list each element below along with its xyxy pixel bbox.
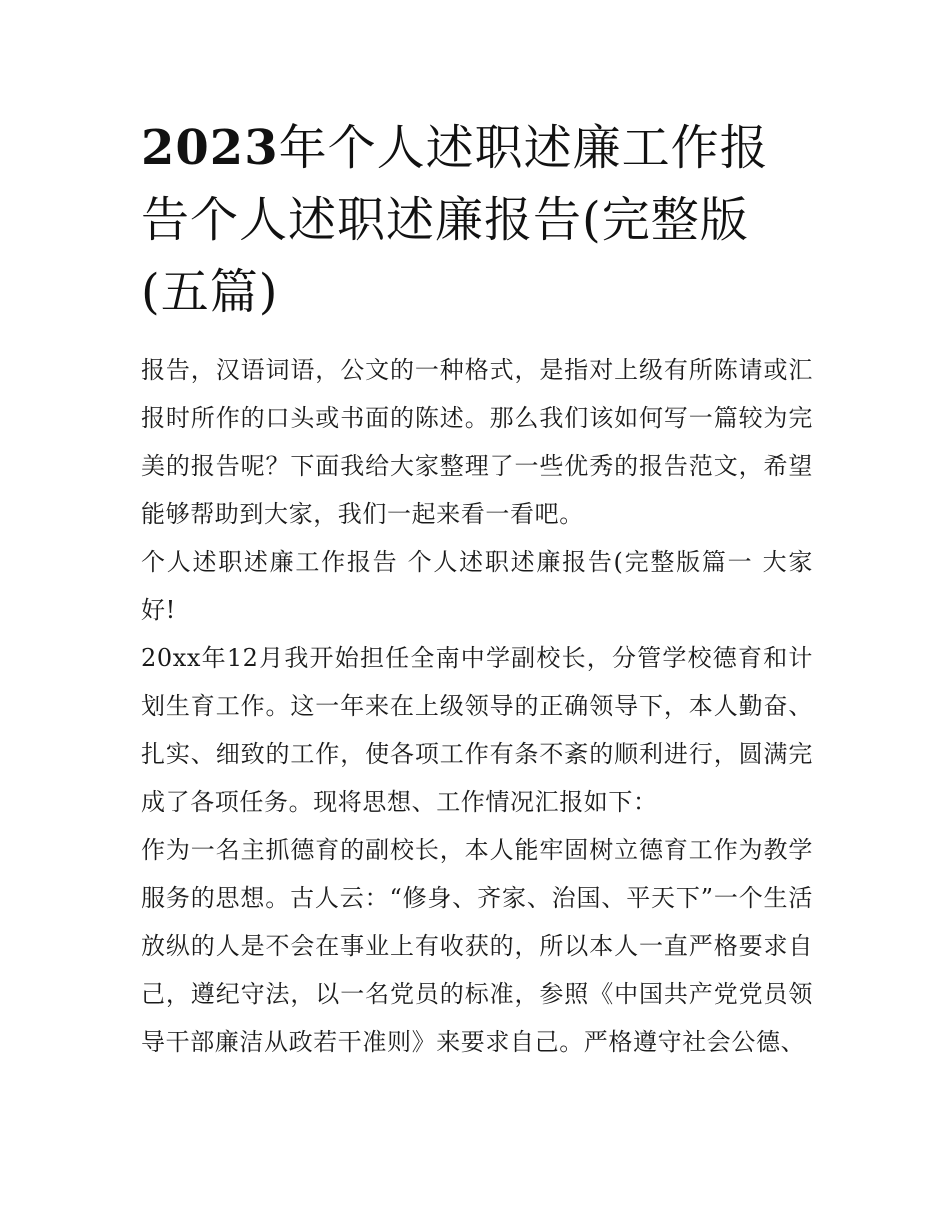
document-content xyxy=(141,112,813,1066)
paragraph-appointment: 20xx年12月我开始担任全南中学副校长，分管学校德育和计划生育工作。这一年来在上级领导的正确领导下，本人勤奋、扎实、细致的工作，使各项工作有条不紊的顺利进行，圆满完成了各项任务。现将思想、工作情况汇报如下： xyxy=(141,644,813,816)
title-text: 年个人述职述廉工作报告个人述职述廉报告(完整版(五篇) xyxy=(141,120,769,320)
paragraph-intro: 报告，汉语词语，公文的一种格式，是指对上级有所陈请或汇报时所作的口头或书面的陈述。那么我们该如何写一篇较为完美的报告呢？下面我给大家整理了一些优秀的报告范文，希望能够帮助到大家，我们一起来看一看吧。 xyxy=(141,356,813,528)
document-title xyxy=(141,112,813,328)
paragraph-section-heading: 个人述职述廉工作报告 个人述职述廉报告(完整版篇一 大家好! xyxy=(141,548,813,624)
document-body xyxy=(141,346,813,1066)
title-year: 2023 xyxy=(141,120,279,176)
paragraph-moral-education: 作为一名主抓德育的副校长，本人能牢固树立德育工作为教学服务的思想。古人云：“修身、齐家、治国、平天下”一个生活放纵的人是不会在事业上有收获的，所以本人一直严格要求自己，遵纪守法，以一名党员的标准，参照《中国共产党党员领导干部廉洁从政若干准则》来要求自己。严格遵守社会公德、 xyxy=(141,836,813,1056)
